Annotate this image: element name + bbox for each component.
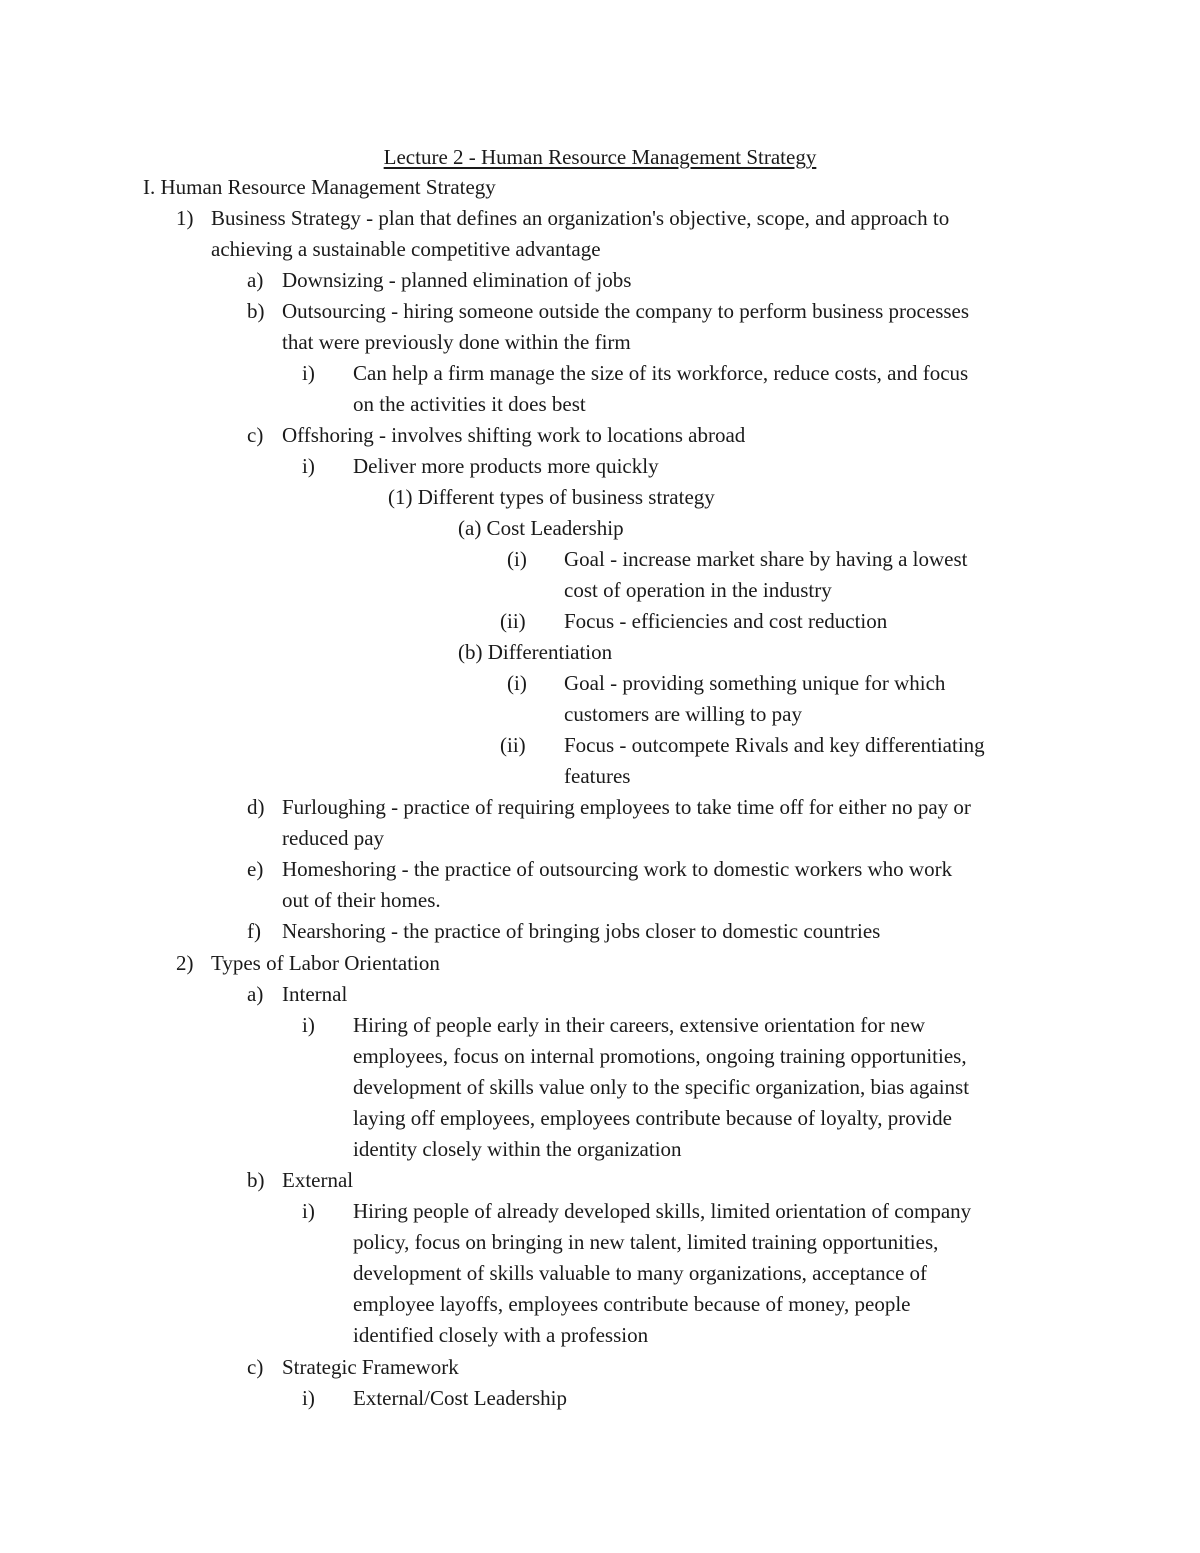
list-item-text: cost of operation in the industry bbox=[564, 578, 832, 602]
list-marker: 1) bbox=[176, 206, 194, 230]
list-marker: (i) bbox=[507, 671, 527, 695]
list-marker: d) bbox=[247, 795, 265, 819]
list-item-text: reduced pay bbox=[282, 826, 385, 850]
list-marker: a) bbox=[247, 268, 264, 292]
list-marker: c) bbox=[247, 1355, 264, 1379]
list-item-text: Types of Labor Orientation bbox=[211, 951, 440, 975]
list-marker: (ii) bbox=[500, 733, 526, 757]
list-item-text: features bbox=[564, 764, 631, 788]
list-marker: (i) bbox=[507, 547, 527, 571]
list-marker: b) bbox=[247, 1168, 265, 1192]
list-item-text: Hiring of people early in their careers, extensive orientation for new bbox=[353, 1013, 926, 1037]
list-item-text: development of skills valuable to many organizations, acceptance of bbox=[353, 1261, 928, 1285]
list-marker: i) bbox=[302, 1013, 315, 1037]
list-item-text: development of skills value only to the specific organization, bias against bbox=[353, 1075, 970, 1099]
list-item-text: Nearshoring - the practice of bringing jobs closer to domestic countries bbox=[282, 919, 881, 943]
list-marker: c) bbox=[247, 423, 264, 447]
section-heading: I. Human Resource Management Strategy bbox=[143, 175, 496, 199]
list-item-text: (1) Different types of business strategy bbox=[388, 485, 715, 509]
list-item-text: External bbox=[282, 1168, 354, 1192]
list-item-text: laying off employees, employees contribute because of loyalty, provide bbox=[353, 1106, 952, 1130]
list-marker: 2) bbox=[176, 951, 194, 975]
list-item-text: identity closely within the organization bbox=[353, 1137, 682, 1161]
list-marker: i) bbox=[302, 361, 315, 385]
list-item-text: (a) Cost Leadership bbox=[458, 516, 624, 540]
list-item-text: Strategic Framework bbox=[282, 1355, 459, 1379]
list-item-text: employee layoffs, employees contribute because of money, people bbox=[353, 1292, 911, 1316]
page-title: Lecture 2 - Human Resource Management Strategy bbox=[383, 145, 817, 169]
list-item-text: Deliver more products more quickly bbox=[353, 454, 659, 478]
list-item-text: customers are willing to pay bbox=[564, 702, 802, 726]
list-item-text: Homeshoring - the practice of outsourcing work to domestic workers who work bbox=[282, 857, 953, 881]
list-item-text: identified closely with a profession bbox=[353, 1323, 649, 1347]
list-marker: i) bbox=[302, 1386, 315, 1410]
list-item-text: Offshoring - involves shifting work to locations abroad bbox=[282, 423, 746, 447]
list-item-text: Focus - outcompete Rivals and key differentiating bbox=[564, 733, 985, 757]
list-item-text: Goal - increase market share by having a lowest bbox=[564, 547, 968, 571]
list-item-text: Internal bbox=[282, 982, 348, 1006]
list-marker: b) bbox=[247, 299, 265, 323]
list-item-text: achieving a sustainable competitive advantage bbox=[211, 237, 601, 261]
list-item-text: that were previously done within the firm bbox=[282, 330, 631, 354]
list-item-text: Downsizing - planned elimination of jobs bbox=[282, 268, 632, 292]
list-item-text: Outsourcing - hiring someone outside the company to perform business processes bbox=[282, 299, 970, 323]
list-item-text: Can help a firm manage the size of its workforce, reduce costs, and focus bbox=[353, 361, 969, 385]
list-item-text: Furloughing - practice of requiring employees to take time off for either no pay or bbox=[282, 795, 971, 819]
list-item-text: Focus - efficiencies and cost reduction bbox=[564, 609, 888, 633]
list-item-text: Hiring people of already developed skills, limited orientation of company bbox=[353, 1199, 972, 1223]
list-marker: (ii) bbox=[500, 609, 526, 633]
list-item-text: (b) Differentiation bbox=[458, 640, 613, 664]
list-marker: e) bbox=[247, 857, 264, 881]
list-item-text: Goal - providing something unique for which bbox=[564, 671, 946, 695]
list-item-text: policy, focus on bringing in new talent, limited training opportunities, bbox=[353, 1230, 939, 1254]
list-marker: a) bbox=[247, 982, 264, 1006]
list-item-text: out of their homes. bbox=[282, 888, 441, 912]
list-item-text: External/Cost Leadership bbox=[353, 1386, 568, 1410]
list-item-text: employees, focus on internal promotions, ongoing training opportunities, bbox=[353, 1044, 967, 1068]
list-marker: i) bbox=[302, 454, 315, 478]
list-marker: f) bbox=[247, 919, 261, 943]
list-item-text: on the activities it does best bbox=[353, 392, 586, 416]
list-item-text: Business Strategy - plan that defines an organization's objective, scope, and approach to bbox=[211, 206, 950, 230]
list-marker: i) bbox=[302, 1199, 315, 1223]
